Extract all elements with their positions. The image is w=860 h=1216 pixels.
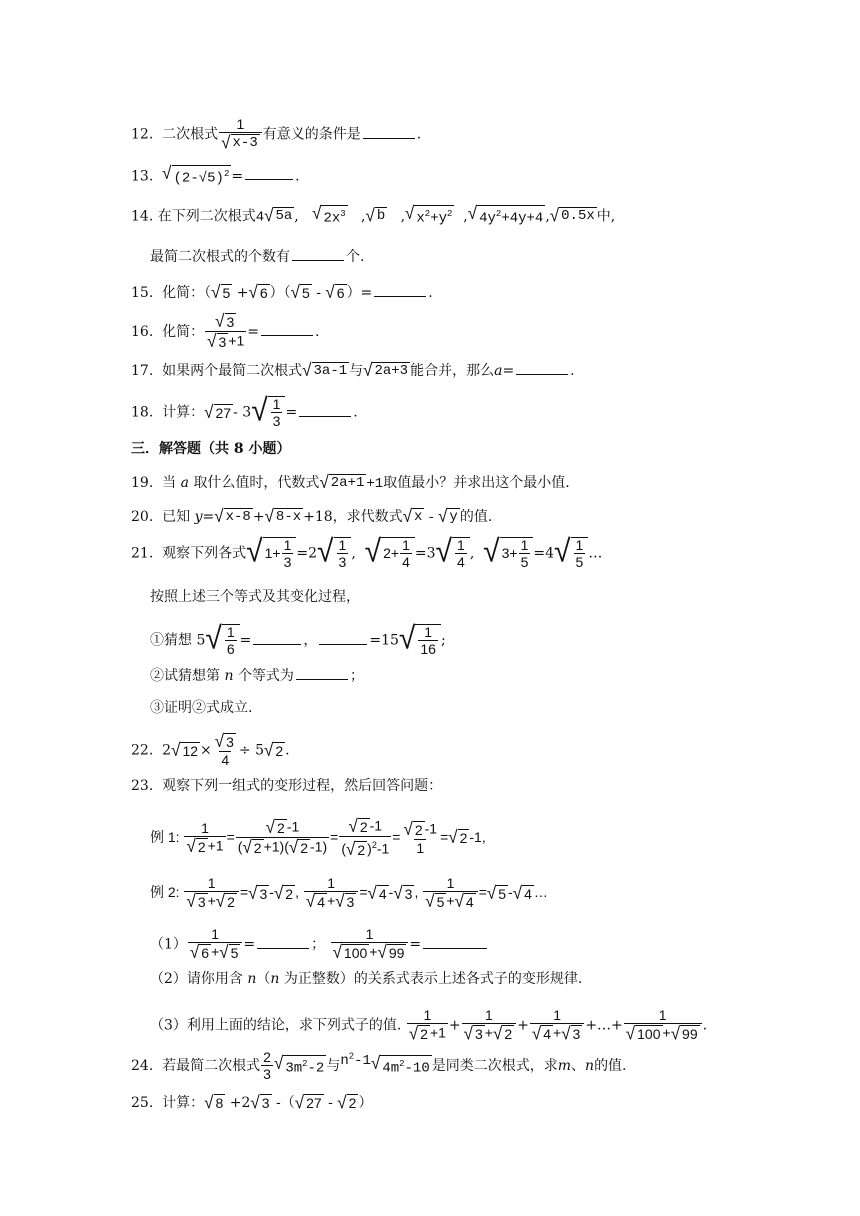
question-21-part3: ③证明②式成立. [150,700,253,716]
radicand: 3a-1 [313,363,348,379]
radical: √ 8 [204,1092,224,1113]
section-heading: 三．解答题（共 8 小题） [131,441,291,457]
radicand: 3m [285,1060,303,1077]
radical: √ x-3 [221,132,258,153]
denominator: 3 [272,413,281,430]
question-14: 14. 在下列二次根式4 √ 5a , √ $2x^3$ , √ b , √ $x^2+y^2$ , √ $4y^2+4y+4$ , √ 0.5x 中, [131,203,616,227]
radicand-part: -2 [307,1060,325,1077]
text: 与 [349,363,364,379]
text: ; [440,632,446,649]
text: 二次根式 [162,126,219,143]
question-21-line2: 按照上述三个等式及其变化过程， [150,589,360,605]
radical: √ $2x^3$ [312,203,346,227]
text: . [315,324,320,340]
radical: √ y [438,506,458,527]
answer-blank [423,947,487,949]
radical: √ 0.5x [549,205,595,226]
text: 、 [571,1058,586,1074]
radical: √ 12 [171,740,199,760]
radicand: 4y [479,210,496,227]
radicand: 8 [215,1095,224,1111]
text: = [202,509,215,525]
question-21: 21. 观察下列各式 √ 1+ $\frac{1}{3}$ =2 √ $\frac{1}{3}$ , √ 2+ $\frac{1}{4}$ =3 √ $\frac{1}{4}$ , √ 3+ $\frac{1}{5}$ =4 √ $\frac{1}{5}$ … [131,534,603,571]
radical: √ 5a [264,205,293,226]
denominator: 3 [263,1066,271,1082]
text: ） [358,1095,373,1111]
question-15: 15. 化简：（ √ 5 + √ 6 ）（ √ 5 - √ 6 ）= . [131,282,433,303]
text: + [252,509,265,525]
radicand: 3 [226,314,235,330]
question-number: 16. [131,324,154,340]
question-number: 12. [131,126,154,143]
variable: n [585,1058,595,1074]
answer-blank [257,947,309,949]
variable: n [270,971,280,987]
question-21-part2 [150,669,364,683]
text: ）（ [269,285,291,301]
question-23-part1: （1） 1 √ 6 + √ 5 = ； 1 √ 100 + √ 99 = [150,927,489,962]
root-index-part: -1 [354,1053,371,1070]
text: 在下列二次根式 [157,208,256,225]
radicand: 2 [348,1095,357,1111]
question-12 [131,117,421,152]
text: ； [349,668,364,684]
radicand: x [414,509,423,525]
radicand: b [376,208,386,225]
radical: √ 5 [290,282,310,303]
radicand: 2 [275,742,284,759]
text: 取值最小？并求出这个最小值. [383,475,570,491]
text: = [285,404,298,421]
radicand: 2a+1 [330,475,365,491]
variable: n [247,971,257,987]
question-16 [131,313,319,351]
text: 的值. [459,509,493,525]
text: ， [303,632,318,649]
question-number: 24. [131,1058,154,1074]
text: 取什么值时，代数式 [193,475,320,491]
question-number: 18. [131,404,154,421]
text: 中, [596,208,616,225]
radical: √ 6 [325,282,345,303]
text: 个等式为 [237,668,294,684]
text: +1 [228,332,245,349]
radical: √ 3 [250,1092,270,1113]
text: ÷ 5 [238,742,264,759]
answer-blank [292,259,344,261]
text: 如果两个最简二次根式 [162,363,303,379]
text: -（ [276,1095,295,1111]
text: . [570,363,575,379]
text: = [502,363,515,379]
text: （1） [150,936,187,953]
radical: √ $\frac{1}{5}$ [554,537,588,570]
question-number: 23. [131,778,154,794]
radicand: 4m [382,1060,400,1077]
radical: √ 2+ $\frac{1}{4}$ [365,537,415,570]
text: =15 [369,632,399,649]
text: 化简： [162,324,205,340]
text: × [200,742,212,759]
radicand: 6 [336,285,345,301]
text: - [328,1095,333,1111]
radicand: (2-√5) [173,170,224,187]
radicand: 2a+3 [374,363,409,379]
text: . [295,168,300,185]
answer-blank [253,643,301,645]
text: （2）请你用含 [150,971,243,987]
radical: √ 3 [215,311,235,332]
radical: √ 3 [207,331,227,352]
question-25 [131,1094,372,1112]
example-label: 例 1: [150,829,180,846]
text: 计算： [162,404,205,421]
text: . [285,742,290,759]
text: = [247,324,260,340]
question-21-part1: ①猜想 5 √ $\frac{1}{6}$ = ， =15 √ $\frac{1}{16}$ ; [150,621,446,658]
radical: √ x-8 [214,506,251,527]
numerator: 1 [272,396,281,413]
text: - 3 [233,404,252,421]
text: 个. [346,249,365,265]
answer-blank [245,178,293,180]
answer-blank [319,643,367,645]
variable: n [224,668,234,684]
question-23-part3: （3）利用上面的结论，求下列式子的值. 1 √ 2 +1 + 1 √ 3 + √ 2 + 1 √ 4 + √ 3 +…+ 1 √ 100 + √ 99 . [150,1007,708,1044]
text: 是同类二次根式，求 [431,1058,558,1074]
text: 与 [326,1058,341,1074]
radicand: 5 [222,285,231,301]
text: 观察下列一组式的变形过程，然后回答问题： [162,778,443,794]
radical: √ 2a+1 [319,472,365,493]
fraction: √ 3 4 [214,731,234,768]
answer-blank [363,137,415,139]
denominator: 4 [221,752,230,768]
radicand: x-8 [225,509,251,525]
text: 最简二次根式的个数有 [150,249,290,265]
variable: a [494,363,503,379]
text: +1 [366,476,384,492]
radical: √ 5 [211,282,231,303]
text: ①猜想 5 [150,632,206,649]
radicand-part: +4y+4 [501,210,544,227]
question-23 [131,779,442,793]
question-number: 19. [131,475,154,491]
variable: a [180,475,189,491]
radical: √ 27 [294,1092,322,1113]
radicand: x [416,210,425,227]
question-20 [131,508,492,526]
answer-blank [299,415,351,417]
question-19 [131,474,570,492]
exponent: 2 [223,169,230,179]
question-18 [131,393,358,430]
text: . [428,285,433,301]
text: 观察下列各式 [162,545,247,562]
fraction [219,117,262,152]
question-14-line2 [150,250,364,264]
radicand: 3 [218,334,227,350]
text: 若最简二次根式 [162,1058,261,1074]
text: 有意义的条件是 [262,126,361,143]
text: ②试猜想第 [150,668,220,684]
radical: √ 3+ $\frac{1}{5}$ [483,537,533,570]
radical: √ 6 [248,282,268,303]
text: 的值. [594,1058,627,1074]
fraction [205,313,246,351]
question-22 [131,733,290,768]
radicand: 5a [275,208,293,225]
text: . [353,404,358,421]
radical: √ 1+ $\frac{1}{3}$ [246,537,296,570]
radicand: 12 [182,742,199,759]
radicand-part: +y [430,210,447,227]
radical: √ $4m^2-10$ [370,1053,430,1077]
text: 已知 [162,509,191,525]
answer-blank [261,334,313,336]
text: ； [311,936,326,953]
radicand: 3 [226,734,234,750]
radical: √ $\frac{1}{3}$ [251,396,285,429]
radical: √ $\frac{1}{6}$ [205,624,239,657]
radical: √ $\frac{1}{16}$ [399,624,441,657]
question-24: 24. 若最简二次根式 $\frac{2}{3}$ √ $3m^2-2$ 与$^{n^2-1}$ √ $4m^2-10$ 是同类二次根式，求m、n的值. [131,1049,627,1082]
radical: √ 3a-1 [302,360,348,381]
radical: √ 2 [337,1092,357,1113]
text: 能合并，那么 [410,363,495,379]
question-13 [131,165,300,188]
question-23-part2 [150,972,582,986]
question-number: 17. [131,363,154,379]
question-number: 21. [131,545,154,562]
example-label: 例 2: [150,884,180,901]
text: 为正整数）的关系式表示上述各式子的变形规律. [283,971,583,987]
radical: √ $(2-√5)^2$ [162,163,230,187]
radical: √ 2a+3 [363,360,409,381]
question-number: 20. [131,509,154,525]
question-17 [131,362,575,380]
radical: √ $4y^2+4y+4$ [467,203,544,227]
answer-blank [296,678,348,680]
variable: y [194,509,203,525]
answer-blank [374,295,426,297]
radicand: 3 [261,1095,270,1111]
text: （3）利用上面的结论，求下列式子的值. [150,1017,402,1034]
radicand: 5 [301,285,310,301]
radical: √ 8-x [264,506,302,527]
radicand: 0.5x [561,208,595,225]
radicand: x-3 [232,135,258,151]
radicand: y [449,509,458,525]
question-number: 25. [131,1095,154,1111]
text: ）= [346,285,373,301]
radicand: 8-x [275,509,302,525]
answer-blank [516,373,568,375]
text: 化简：（ [162,285,212,301]
fraction [261,1050,273,1082]
radical: √ $\frac{1}{4}$ [436,537,470,570]
radicand: 27 [306,1095,322,1111]
radical: √ 2 [263,740,284,760]
radical: √ 27 [204,402,232,423]
radical: √ $x^2+y^2$ [405,203,453,227]
numerator: 1 [236,116,245,132]
text: +2 [229,1095,251,1111]
text: +18，求代数式 [303,509,403,525]
radical: √ x [402,506,423,527]
variable: m [557,1058,572,1074]
question-number: 14. [131,208,154,225]
text: （ [256,971,271,987]
text: . [416,126,422,143]
question-number: 15. [131,285,154,301]
coefficient: 4 [255,209,265,226]
question-number: 13. [131,168,154,185]
radical: √ $3m^2-2$ [273,1053,325,1077]
numerator: 2 [263,1049,271,1065]
coefficient: 2 [162,742,172,759]
root-index: n [340,1053,349,1070]
example-1: 例 1: 1 √ 2 +1 = √ 2 -1 ( √ 2 +1)( √ 2 -1) = √ 2 -1 ( √ 2 )$^2$-1 = √ 2 -1 1 = √ 2 -1, [150,816,486,860]
radicand: 2x [323,210,341,227]
text: 计算： [162,1095,205,1111]
text: - [428,509,434,525]
question-number: 22. [131,742,154,759]
radical: √ $\frac{1}{3}$ [317,537,351,570]
text: 当 [162,475,177,491]
radicand: 6 [259,285,268,301]
radical: √ b [365,205,386,226]
text: = [231,168,244,185]
radicand: 27 [215,404,232,421]
radicand-part: -10 [404,1060,430,1077]
example-2: 例 2: 1 √ 3 + √ 2 = √ 3 - √ 2 , 1 √ 4 + √ 3 = √ 4 - √ 3 , 1 √ 5 + √ 4 = √ 5 - √ 4 … [150,875,548,912]
